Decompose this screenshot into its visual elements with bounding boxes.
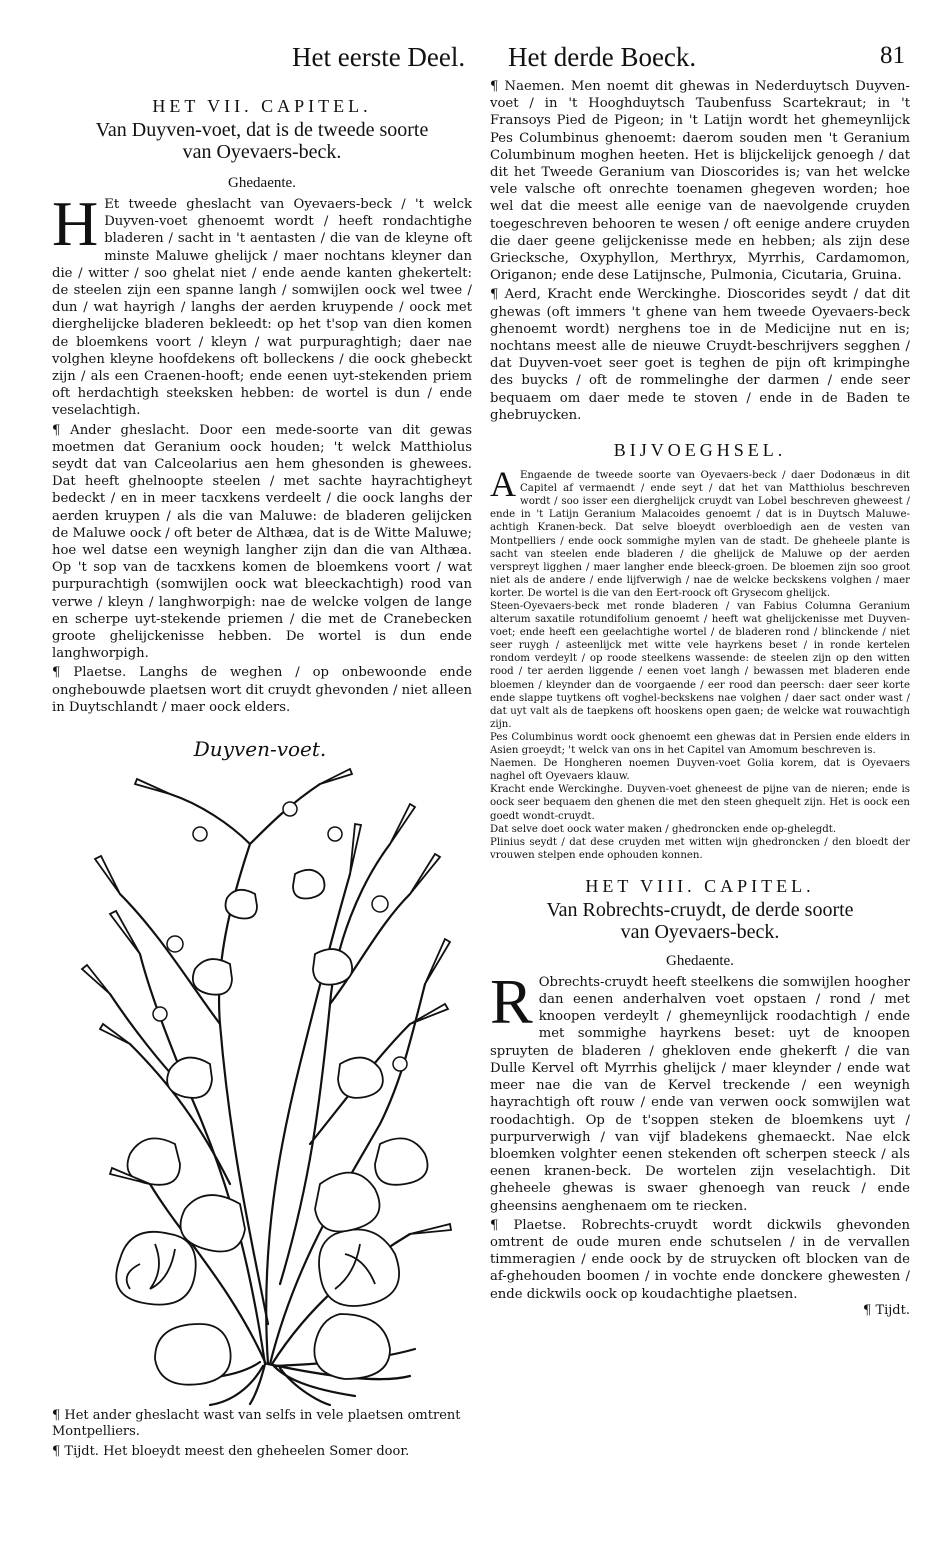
chapter-title-viii: HET VIII. CAPITEL. [585,875,815,896]
chapter-subtitle-vii: Van Duyven-voet, dat is de tweede soorte van Oyevaers-beck. [95,119,429,163]
paragraph-description [52,188,472,420]
illustration-title: Duyven-voet. [193,737,327,761]
running-head-center: Het derde Boeck. [508,42,697,72]
bijvoeghsel-title: BIJVOEGHSEL. [613,440,787,461]
paragraph-place: ¶ Plaetse. Langhs de weghen / op onbewoonde ende onghebouwde plaetsen wort dit cruydt ghevonden / niet alleen in Duytschlandt / maer oock elders. [52,665,472,715]
paragraph-names: ¶ Naemen. Men noemt dit ghewas in Nederduytsch Duyven-voet / in 't Hooghduytsch Taubenfuss Scartekraut; in 't Fransoys Pied de Pigeon; in 't Latijn wordt het ghemeynlijck Pes Columbinus ghenoemt: daerom souden men 't Geranium Columbinum moghen heeten. Het is blijckelijck genoegh / dat dit het Tweede Geranium van Dioscorides is; van het welcke vele valsche oft onrechte toenamen ghegeven worden; hoe wel dat die meest alle eenige van de naevolgende cruyden toegeschreven behooren te wesen / oft eenige andere cruyden die daer geene gelijckenisse mede en hebben; als zijn dese Griecksche, Oxyphyllon, Merthryx, Myrrhis, Cardamomon, Origanon; ende dese Latijnsche, Pulmonia, Cicutaria, Gruina. [490,79,910,284]
drop-cap-h: H [52,188,99,259]
section-label-ghedaente-2: Ghedaente. [666,952,734,969]
small-paragraph-5: Kracht ende Werckinghe. Duyven-voet gheneest de pijne van de nieren; ende is oock seer bequaem den ghenen die met den steen ghequelt zijn. Het is oock een goedt wondt-cruydt. [490,784,910,822]
small-paragraph-1-text: Engaende de tweede soorte van Oyevaers-beck / daer Dodonæus in dit Capitel af vermaendt / ende seyt / dat het van Matthiolus beschreven wordt / soo isser een dierghelijck cruydt van Lobel beschreven gheweest / ende in 't Latijn Geranium Malacoides genoemt / dat is in Duytsch Maluwe-achtigh Kranen-beck. Dat selve bloeydt overbloedigh aen de vesten van Montpelliers / ende oock sommighe mylen van de stadt. De gheheele plante is sacht van steelen ende bladeren / die ghelijck de Maluwe op der aerden verspreyt ligghen / maer langher ende bleeck-groen. De bloemen zijn soo groot niet als de andere / ende lijfverwigh / nae de welcke beckskens volghen / maer korter. De wortel is die van den Eert-roock oft Grysecom ghelijck. [490,470,910,599]
caption-other-species: ¶ Het ander gheslacht wast van selfs in vele plaetsen omtrent Montpelliers. [52,1408,461,1439]
drop-cap-r: R [490,965,533,1037]
paragraph-description-robrechts-text: Obrechts-cruydt heeft steelkens die somwijlen hoogher dan eenen anderhalven voet opstaen / rond / met knoopen verdeylt / ghemeynlijck roodachtigh / ende met sommighe hayrkens beset: uyt de knoopen spruyten de bladeren / ghekloven ende ghekerft / die van Dulle Kervel oft Myrrhis ghelijck / maer kleynder / ende wat meer nae die van de Kervel treckende / een weynigh hayrachtigh oft rouw / ende van verwen oock somwijlen wat roodachtigh. Op de t'soppen steken de bloemkens uyt / purpurverwigh / van vijf bladekens ghemaeckt. Nae elck bloemken volghter eenen stekenden oft scherpen steeck / als eenen kranen-beck. De wortelen zijn veselachtigh. Dit gheheele ghewas is swaer ghenoegh van reuck / ende gheensins aenghenaem om te riecken. [490,974,910,1214]
paragraph-properties: ¶ Aerd, Kracht ende Werckinghe. Dioscorides seydt / dat dit ghewas (oft immers 't ghene van hem tweede Oyevaers-beck ghenoemt wordt) nerghens toe in de Medicijne nut en is; nochtans meest alle de nieuwe Cruydt-beschrijvers segghen / dat Duyven-voet seer goet is teghen de pijn oft krimpinghe des buycks / oft de rommelinghe der darmen / ende seer bequaem om daer mede te stoven / ende in de Baden te ghebruycken. [490,287,910,423]
small-paragraph-7: Plinius seydt / dat dese cruyden met witten wijn ghedroncken / den bloedt der vrouwen stelpen ende ophouden konnen. [490,836,910,861]
section-label-ghedaente: Ghedaente. [228,175,296,191]
left-column [52,96,472,716]
paragraph-description-robrechts [490,965,910,1215]
running-head-left: Het eerste Deel. [292,42,466,72]
chapter-subtitle-viii: Van Robrechts-cruydt, de derde soorte van Oyevaers-beck. [546,898,854,943]
chapter-title-vii: HET VII. CAPITEL. [152,96,372,116]
small-paragraph-3: Pes Columbinus wordt oock ghenoemt een ghewas dat in Persien ende elders in Asien groeydt; 't welck van ons in het Capitel van Amomum beschreven is. [490,731,910,757]
paragraph-description-text: Et tweede gheslacht van Oyevaers-beck / 't welck Duyven-voet ghenoemt wordt / heeft rondachtighe bladeren / sacht in 't aentasten / die van de kleyne oft minste Maluwe ghelijck / maer nochtans kleyner dan die / witter / soo ghelat niet / ende aende kanten ghekertelt: de steelen zijn een spanne langh / somwijlen oock wel twee / dun / wat hayrigh / langhs der aerden kruypende / oock met dierghelijcke bladeren bekleedt: op het t'sop van dien komen de bloemkens voort / kleyn / wat purpuraghtigh; daer nae volghen kleyne hoofdekens oft bolleckens / die oock ghebeckt zijn / als een Craenen-hooft; ende eenen uyt-stekenden priem oft herdachtigh steeksken hebben: de wortel is dun / ende veselachtigh. [52,197,472,419]
caption-time: ¶ Tijdt. Het bloeydt meest den gheheelen Somer door. [52,1444,410,1459]
small-paragraph-2: Steen-Oyevaers-beck met ronde bladeren / van Fabius Columna Geranium alterum saxatile rotundifolium genoemt / heeft wat ghelijckenisse met Duyven-voet; ende heeft een geelachtighe wortel / de bladeren rond / blinckende / niet seer ruygh / asteenlijck met witte vele hayrkens beset / in ronde kertelen rondom verdeylt / op roode steelkens wassende: de steelen zijn op den witten rood / ter aerden liggende / eenen voet langh / bewassen met bladeren ende bloemen / kleynder dan de voorgaende / eer rood dan peersch: daer seer korte ende slappe tuytkens oft voghel-beckskens nae volghen / daer sact onder wast / dat uyt valt als de taepkens oft hooskens open gaen; de welcke wat rouwachtigh zijn. [490,601,910,730]
drop-cap-a: A [490,464,516,505]
catchword: ¶ Tijdt. [863,1302,910,1318]
paragraph-other-species: ¶ Ander gheslacht. Door een mede-soorte van dit gewas moetmen dat Geranium oock houden; 't welck Matthiolus seydt dat van Calceolarius aen hem ghesonden is ghewees. Dat heeft ghelnoopte steelen / met sachte hayrachtigheyt bedeckt / en in meer tacxkens verdeelt / die oock langhs der aerden kruypen / als die van Maluwe: de bladeren gelijcken de Maluwe oock / oft beter de Althæa, dat is de Witte Maluwe; hoe wel datse een weynigh langher zijn dan die van Althæa. Op 't sop van de tacxkens komen de bloemkens voort / wat purpurachtigh (somwijlen oock wat bleeckachtigh) rood van verwe / kleyn / langhworpigh: nae de welcke volgen de lange en scherpe uyt-stekende priemen / die met de Cranebecken groote ghelijckenisse hebben. De wortel is dun ende langhworpigh. [52,422,472,662]
small-paragraph-4: Naemen. De Hongheren noemen Duyven-voet Golia korem, dat is Oyevaers naghel oft Oyevaers klauw. [490,758,910,783]
small-paragraph-6: Dat selve doet oock water maken / ghedroncken ende op-ghelegdt. [490,823,837,835]
left-captions [52,1408,472,1460]
woodcut-illustration [80,764,460,1406]
page-number: 81 [880,42,905,69]
paragraph-place-robrechts: ¶ Plaetse. Robrechts-cruydt wordt dickwils ghevonden omtrent de oude muren ende schutselen / in de vervallen timmeragien / ende oock by de struycken oft blocken van de af-ghehouden boomen / in vochte ende donckere ghewesten / ende dickwils oock op koudachtighe plaetsen. [490,1217,910,1302]
right-column [490,78,910,1318]
small-paragraph-1 [490,464,910,600]
